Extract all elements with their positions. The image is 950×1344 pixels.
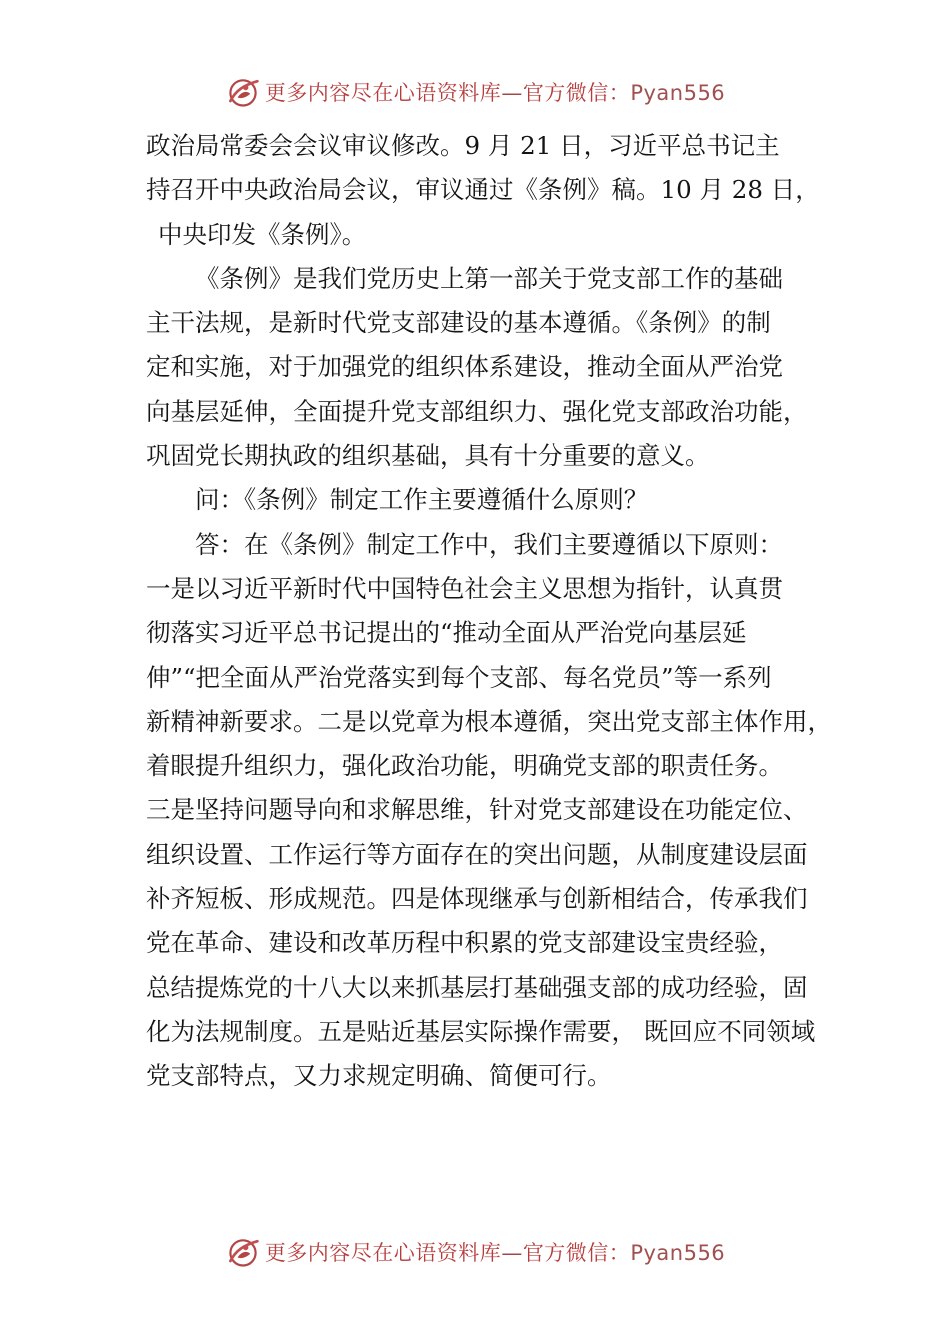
watermark-channel: 官方微信： <box>522 1241 631 1265</box>
text-line: 总结提炼党的十八大以来抓基层打基础强支部的成功经验，固 <box>146 972 808 1002</box>
text-line: 一是以习近平新时代中国特色社会主义思想为指针，认真贯 <box>146 573 783 603</box>
watermark-id: Pyan556 <box>630 81 726 105</box>
text-line: 彻落实习近平总书记提出的“推动全面从严治党向基层延 <box>146 618 747 648</box>
text-line: 补齐短板、形成规范。四是体现继承与创新相结合，传承我们 <box>146 884 808 914</box>
text-line: 新精神新要求。二是以党章为根本遵循，突出党支部主体作用， <box>146 706 832 736</box>
paragraph <box>146 257 836 478</box>
text-line: 持召开中央政治局会议，审议通过《条例》稿。10 月 28 日， <box>146 175 820 205</box>
text-line: 向基层延伸，全面提升党支部组织力、强化党支部政治功能， <box>146 396 808 426</box>
watermark-text: 更多内容尽在心语资料库 <box>264 81 502 105</box>
watermark-id: Pyan556 <box>630 1241 726 1265</box>
question-line: 问：《条例》制定工作主要遵循什么原则？ <box>195 485 649 515</box>
watermark-channel: 官方微信： <box>522 81 631 105</box>
text-line: 化为法规制度。五是贴近基层实际操作需要， 既回应不同领域 <box>146 1016 816 1046</box>
text-line: 巩固党长期执政的组织基础，具有十分重要的意义。 <box>146 441 710 471</box>
text-line: 政治局常委会会议审议修改。9 月 21 日，习近平总书记主 <box>146 131 780 160</box>
text-line: 伸”“把全面从严治党落实到每个支部、每名党员”等一系列 <box>146 662 772 692</box>
watermark-logo-icon <box>225 74 261 110</box>
text-line: 《条例》是我们党历史上第一部关于党支部工作的基础 <box>195 263 783 293</box>
text-line: 组织设置、工作运行等方面存在的突出问题，从制度建设层面 <box>146 839 808 869</box>
question-paragraph <box>146 478 836 522</box>
answer-line: 答：在《条例》制定工作中，我们主要遵循以下原则： <box>195 529 783 559</box>
footer-watermark <box>0 1232 950 1272</box>
text-line: 中央印发《条例》。 <box>158 219 367 249</box>
text-line: 定和实施，对于加强党的组织体系建设，推动全面从严治党 <box>146 352 783 382</box>
document-body <box>146 124 836 1099</box>
answer-paragraph <box>146 523 836 1099</box>
watermark-logo-icon <box>225 1234 261 1270</box>
text-line: 着眼提升组织力，强化政治功能，明确党支部的职责任务。 <box>146 751 783 781</box>
text-line: 三是坚持问题导向和求解思维，针对党支部建设在功能定位、 <box>146 795 808 825</box>
watermark-dash: — <box>501 81 523 105</box>
text-line: 主干法规，是新时代党支部建设的基本遵循。《条例》的制 <box>146 308 771 338</box>
text-line: 党支部特点，又力求规定明确、简便可行。 <box>146 1061 612 1091</box>
paragraph <box>146 124 836 257</box>
watermark-text: 更多内容尽在心语资料库 <box>264 1241 502 1265</box>
watermark-dash: — <box>501 1241 523 1265</box>
text-line: 党在革命、建设和改革历程中积累的党支部建设宝贵经验， <box>146 928 783 958</box>
header-watermark <box>0 72 950 112</box>
